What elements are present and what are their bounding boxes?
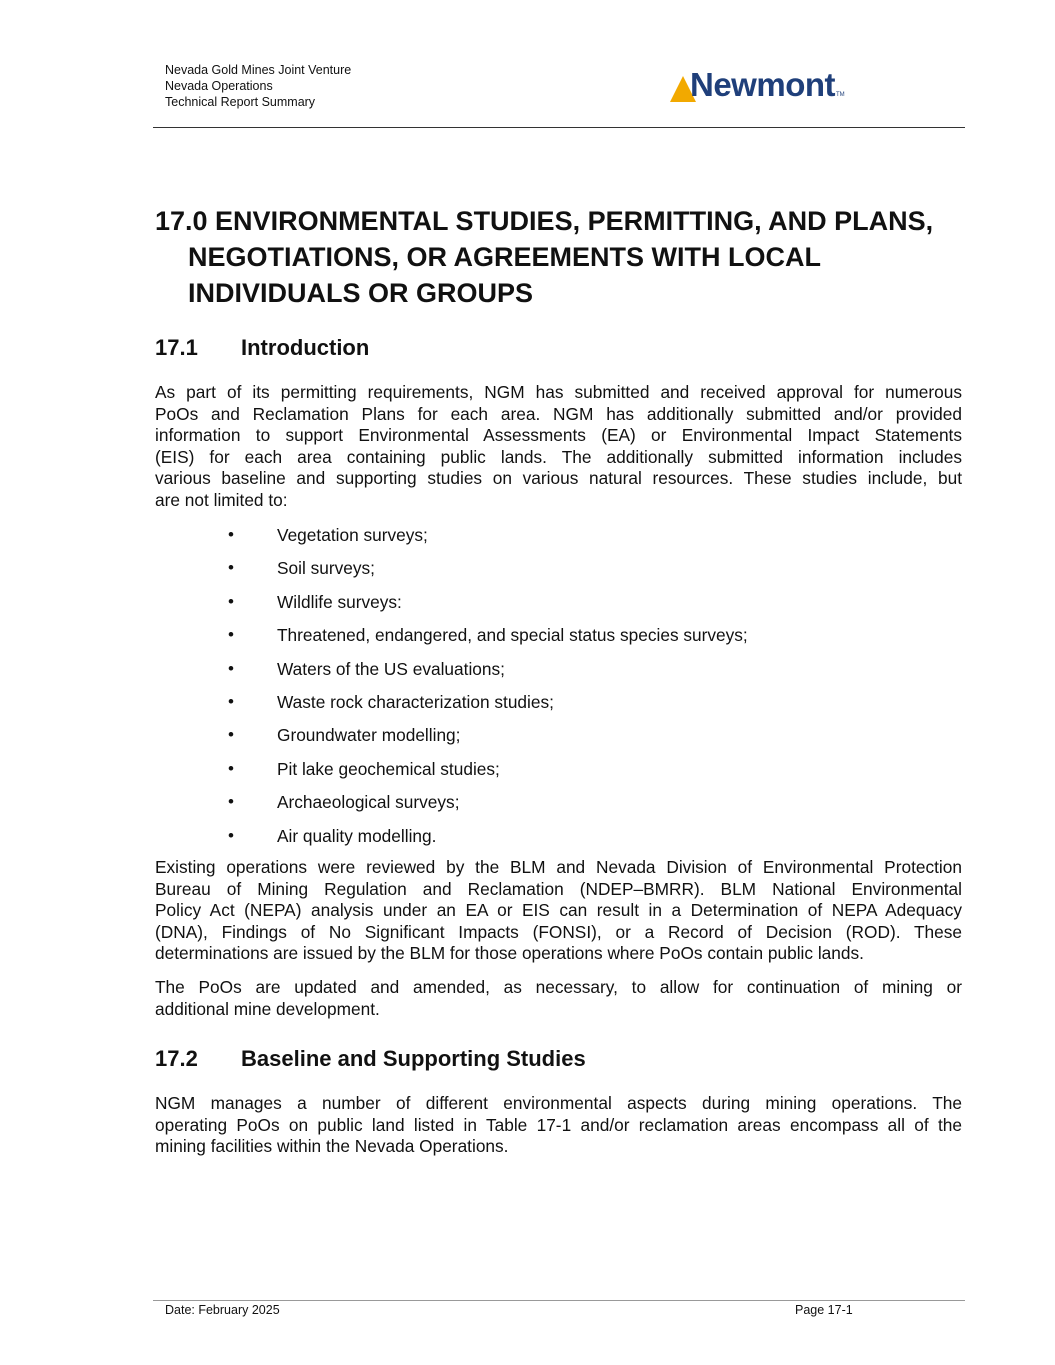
update-paragraph — [155, 977, 962, 1020]
paragraph-line: additional mine development. — [155, 998, 380, 1019]
paragraph-line: mining facilities within the Nevada Operations. — [155, 1136, 509, 1157]
paragraph-line: Existing operations were reviewed by the BLM and Nevada Division of Environmental Protection — [155, 857, 962, 877]
paragraph-line: determinations are issued by the BLM for those operations where PoOs contain public lands. — [155, 943, 864, 964]
logo-trademark: TM — [836, 92, 845, 98]
list-item — [155, 591, 962, 624]
list-item-text: Air quality modelling. — [277, 825, 437, 846]
chapter-title-line: INDIVIDUALS OR GROUPS — [188, 278, 534, 308]
paragraph-line: The PoOs are updated and amended, as necessary, to allow for continuation of mining or — [155, 977, 962, 997]
header-divider — [153, 127, 965, 128]
header-line-company: Nevada Gold Mines Joint Venture — [165, 63, 352, 77]
studies-bullet-list — [155, 524, 962, 858]
footer-date: Date: February 2025 — [165, 1303, 280, 1317]
section-heading-17-1 — [155, 334, 369, 362]
list-item — [155, 557, 962, 590]
footer-page-number: Page 17-1 — [795, 1303, 853, 1317]
document-header — [165, 62, 351, 110]
list-item — [155, 691, 962, 724]
bullet-icon: • — [228, 658, 234, 678]
bullet-icon: • — [228, 625, 234, 645]
logo-wordmark: Newmont — [690, 66, 835, 103]
section-heading-17-2 — [155, 1045, 586, 1073]
bullet-icon: • — [228, 691, 234, 711]
paragraph-line: Policy Act (NEPA) analysis under an EA or EIS can result in a Determination of NEPA Adequacy — [155, 900, 962, 921]
paragraph-line: (EIS) for each area containing public lands. The additionally submitted information includes — [155, 446, 962, 467]
bullet-icon: • — [228, 525, 234, 544]
list-item — [155, 524, 962, 557]
bullet-icon: • — [228, 792, 234, 812]
paragraph-line: various baseline and supporting studies on various natural resources. These studies include, but — [155, 468, 962, 489]
footer-divider — [153, 1300, 965, 1301]
list-item-text: Pit lake geochemical studies; — [277, 758, 500, 779]
header-line-report: Technical Report Summary — [165, 95, 316, 109]
bullet-icon: • — [228, 558, 234, 578]
paragraph-line: information to support Environmental Assessments (EA) or Environmental Impact Statements — [155, 425, 962, 446]
paragraph-line: operating PoOs on public land listed in Table 17-1 and/or reclamation areas encompass all of the — [155, 1114, 962, 1135]
list-item — [155, 624, 962, 657]
baseline-paragraph — [155, 1093, 962, 1158]
review-paragraph — [155, 857, 962, 965]
list-item — [155, 724, 962, 757]
section-number: 17.2 — [155, 1046, 198, 1071]
list-item-text: Wildlife surveys: — [277, 591, 402, 612]
list-item — [155, 658, 962, 691]
paragraph-line: Bureau of Mining Regulation and Reclamation (NDEP–BMRR). BLM National Environmental — [155, 878, 962, 899]
header-line-operations: Nevada Operations — [165, 79, 273, 93]
list-item-text: Threatened, endangered, and special status species surveys; — [277, 625, 748, 646]
list-item-text: Vegetation surveys; — [277, 525, 428, 545]
chapter-title-line: NEGOTIATIONS, OR AGREEMENTS WITH LOCAL — [188, 242, 821, 272]
section-title: Baseline and Supporting Studies — [241, 1046, 586, 1071]
list-item-text: Waste rock characterization studies; — [277, 691, 554, 712]
chapter-title — [155, 203, 975, 311]
list-item-text: Groundwater modelling; — [277, 725, 461, 746]
paragraph-line: NGM manages a number of different environmental aspects during mining operations. The — [155, 1093, 962, 1113]
list-item-text: Waters of the US evaluations; — [277, 658, 505, 679]
paragraph-line: are not limited to: — [155, 489, 288, 510]
paragraph-line: (DNA), Findings of No Significant Impacts (FONSI), or a Record of Decision (ROD). These — [155, 921, 962, 942]
list-item — [155, 825, 962, 858]
list-item-text: Soil surveys; — [277, 558, 375, 579]
list-item — [155, 758, 962, 791]
list-item-text: Archaeological surveys; — [277, 792, 460, 813]
section-title: Introduction — [241, 335, 370, 360]
list-item — [155, 791, 962, 824]
bullet-icon: • — [228, 758, 234, 778]
newmont-logo — [670, 68, 845, 102]
paragraph-line: PoOs and Reclamation Plans for each area. NGM has additionally submitted and/or provided — [155, 403, 962, 424]
bullet-icon: • — [228, 591, 234, 611]
intro-paragraph — [155, 382, 962, 512]
paragraph-line: As part of its permitting requirements, NGM has submitted and received approval for numerous — [155, 382, 962, 402]
section-number: 17.1 — [155, 335, 198, 360]
chapter-title-line: 17.0 ENVIRONMENTAL STUDIES, PERMITTING, AND PLANS, — [155, 206, 934, 236]
bullet-icon: • — [228, 825, 234, 845]
bullet-icon: • — [228, 725, 234, 745]
